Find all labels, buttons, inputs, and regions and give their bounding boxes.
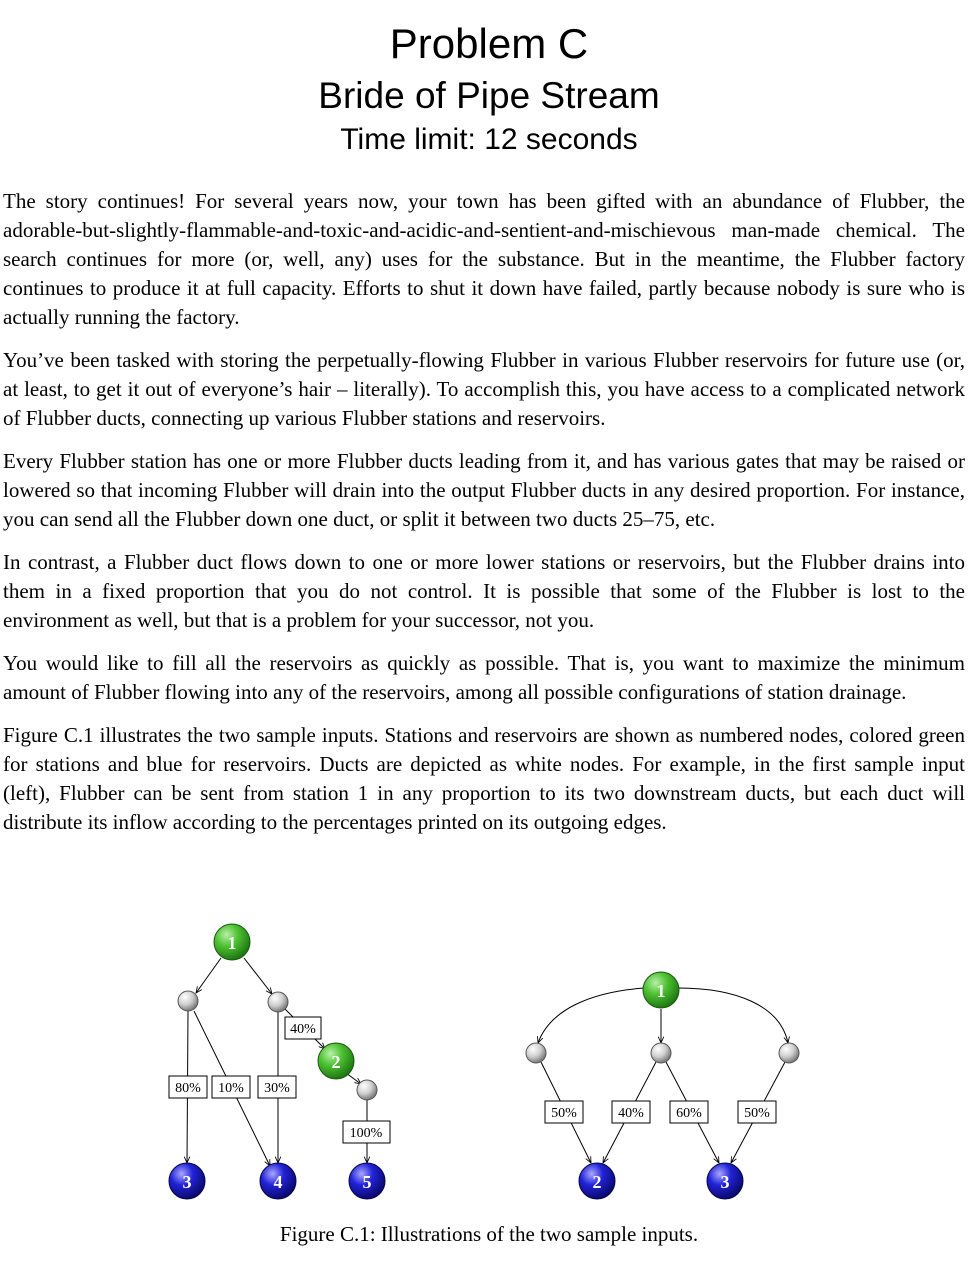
problem-title: Problem C xyxy=(389,20,589,67)
edge-label-30 xyxy=(258,1076,296,1098)
duct-node xyxy=(178,991,198,1011)
svg-text:80%: 80% xyxy=(175,1081,201,1096)
paragraph-story: The story continues! For several years now, your town has been gifted with an abundance of Flubber, the adorable-but-slightly-flammable-and-toxic-and-acidic-and-sentient-and-mischievous man-made chemical. The search continues for more (or, well, any) uses for the substance. But in the meantime, the Flubber factory continues to produce it at full capacity. Efforts to shut it down have failed, partly because nobody is sure who is actually running the factory. xyxy=(3,189,965,329)
reservoir-node-3 xyxy=(169,1163,205,1199)
station-node-2 xyxy=(318,1043,354,1079)
svg-text:3: 3 xyxy=(720,1172,730,1192)
paragraph-ducts: In contrast, a Flubber duct flows down to one or more lower stations or reservoirs, but the Flubber drains into them in a fixed proportion that you do not control. It is possible that some of the Flubber is lost to the environment as well, but that is a problem for your successor, not you. xyxy=(3,550,965,632)
edge-label-80 xyxy=(169,1076,207,1098)
svg-text:50%: 50% xyxy=(551,1106,577,1121)
duct-node xyxy=(779,1043,799,1063)
svg-text:5: 5 xyxy=(362,1172,372,1192)
time-limit: Time limit: 12 seconds xyxy=(340,123,638,156)
svg-text:2: 2 xyxy=(592,1172,602,1192)
svg-text:40%: 40% xyxy=(290,1022,316,1037)
svg-text:4: 4 xyxy=(273,1172,283,1192)
problem-subtitle: Bride of Pipe Stream xyxy=(318,75,660,116)
svg-text:2: 2 xyxy=(331,1052,341,1072)
svg-text:40%: 40% xyxy=(618,1106,644,1121)
edge-s1-to-ductC xyxy=(678,988,788,1043)
reservoir-node-5 xyxy=(349,1163,385,1199)
problem-statement xyxy=(3,187,965,851)
paragraph-goal: You would like to fill all the reservoirs as quickly as possible. That is, you want to maximize the minimum amount of Flubber flowing into any of the reservoirs, among all possible configurations of station drainage. xyxy=(3,651,965,704)
figure-caption: Figure C.1: Illustrations of the two sample inputs. xyxy=(279,1222,699,1246)
edge-label-50-left xyxy=(545,1101,583,1123)
duct-node xyxy=(651,1043,671,1063)
svg-text:1: 1 xyxy=(656,981,666,1001)
figure-c1 xyxy=(0,918,978,1218)
edge-label-60 xyxy=(670,1101,708,1123)
station-node-1 xyxy=(214,924,250,960)
paragraph-task: You’ve been tasked with storing the perpetually-flowing Flubber in various Flubber reservoirs for future use (or, at least, to get it out of everyone’s hair – literally). To accomplish this, you have access to a complicated network of Flubber ducts, connecting up various Flubber stations and reservoirs. xyxy=(3,348,965,430)
duct-node xyxy=(357,1080,377,1100)
edge-s1-to-duct1 xyxy=(196,958,221,993)
svg-text:3: 3 xyxy=(182,1172,192,1192)
paragraph-figure-explanation: Figure C.1 illustrates the two sample inputs. Stations and reservoirs are shown as numbered nodes, colored green for stations and blue for reservoirs. Ducts are depicted as white nodes. For example, in the first sample input (left), Flubber can be sent from station 1 in any proportion to its two downstream ducts, but each duct will distribute its inflow according to the percentages printed on its outgoing edges. xyxy=(3,723,965,834)
edge-s1-to-duct2 xyxy=(244,958,272,994)
duct-node xyxy=(526,1043,546,1063)
reservoir-node-2 xyxy=(579,1163,615,1199)
edge-label-40 xyxy=(285,1017,321,1039)
edge-label-100 xyxy=(343,1121,390,1143)
svg-text:50%: 50% xyxy=(744,1106,770,1121)
svg-text:1: 1 xyxy=(227,933,237,953)
reservoir-node-3 xyxy=(707,1163,743,1199)
svg-text:60%: 60% xyxy=(676,1106,702,1121)
sample-1-graph xyxy=(169,924,390,1199)
edge-s1-to-ductA xyxy=(538,988,644,1043)
svg-text:100%: 100% xyxy=(349,1126,383,1141)
edge-label-40 xyxy=(612,1101,650,1123)
edge-label-50-right xyxy=(738,1101,776,1123)
edge-label-10 xyxy=(212,1076,250,1098)
duct-node xyxy=(268,992,288,1012)
svg-text:10%: 10% xyxy=(218,1081,244,1096)
svg-text:30%: 30% xyxy=(264,1081,290,1096)
reservoir-node-4 xyxy=(260,1163,296,1199)
sample-2-graph xyxy=(526,972,799,1199)
paragraph-stations: Every Flubber station has one or more Flubber ducts leading from it, and has various gates that may be raised or lowered so that incoming Flubber will drain into the output Flubber ducts in any desired proportion. For instance, you can send all the Flubber down one duct, or split it between two ducts 25–75, etc. xyxy=(3,449,965,531)
station-node-1 xyxy=(643,972,679,1008)
